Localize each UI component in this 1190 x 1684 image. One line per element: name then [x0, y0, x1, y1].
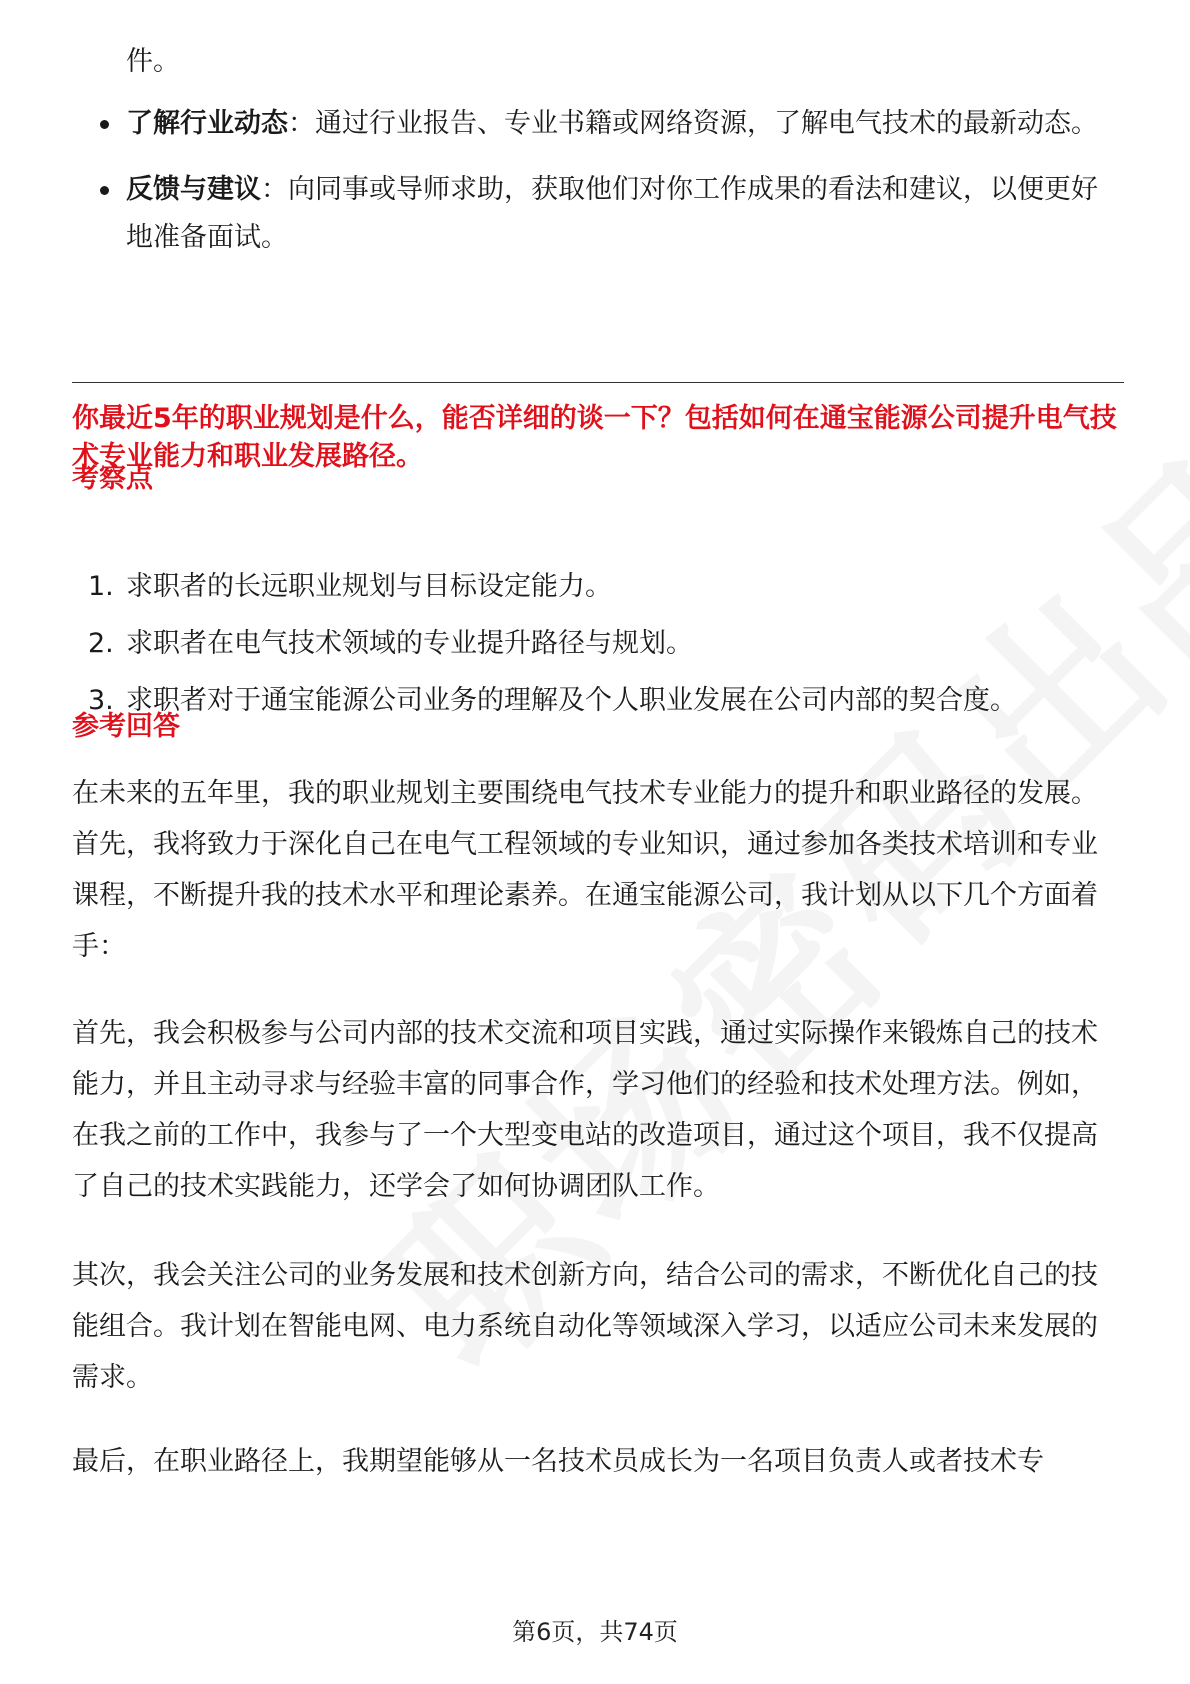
answer-paragraph: 其次，我会关注公司的业务发展和技术创新方向，结合公司的需求，不断优化自己的技能组合。我计划在智能电网、电力系统自动化等领域深入学习，以适应公司未来发展的需求。 [72, 1260, 1098, 1393]
page-number: 第6页，共74页 [512, 1618, 678, 1646]
section-divider [72, 382, 1124, 383]
answer-paragraph: 在未来的五年里，我的职业规划主要围绕电气技术专业能力的提升和职业路径的发展。首先，我将致力于深化自己在电气工程领域的专业知识，通过参加各类技术培训和专业课程，不断提升我的技术水平和理论素养。在通宝能源公司，我计划从以下几个方面着手： [72, 778, 1098, 962]
item-text: 求职者对于通宝能源公司业务的理解及个人职业发展在公司内部的契合度。 [126, 685, 1017, 716]
bullet-title: 了解行业动态 [126, 108, 288, 139]
item-number: 1. [88, 571, 114, 602]
bullet-text: ：向同事或导师求助，获取他们对你工作成果的看法和建议，以便更好地准备面试。 [126, 174, 1098, 253]
list-item [72, 568, 1132, 606]
item-text: 求职者在电气技术领域的专业提升路径与规划。 [126, 628, 693, 659]
points-heading: 考察点 [72, 463, 153, 494]
bullet-title: 反馈与建议 [126, 174, 261, 205]
tips-list [72, 100, 1124, 280]
list-item [72, 682, 1132, 720]
list-item [72, 625, 1132, 663]
list-item [72, 166, 1124, 262]
bullet-text: ：通过行业报告、专业书籍或网络资源，了解电气技术的最新动态。 [288, 108, 1098, 139]
item-number: 3. [88, 685, 114, 716]
answer-heading: 参考回答 [72, 711, 180, 742]
question-heading: 你最近5年的职业规划是什么，能否详细的谈一下？包括如何在通宝能源公司提升电气技术专业能力和职业发展路径。 [72, 403, 1117, 472]
item-text: 求职者的长远职业规划与目标设定能力。 [126, 571, 612, 602]
item-number: 2. [88, 628, 114, 659]
points-list [72, 568, 1132, 739]
list-item [72, 100, 1124, 148]
continued-text: 件。 [126, 46, 180, 77]
answer-paragraph: 最后，在职业路径上，我期望能够从一名技术员成长为一名项目负责人或者技术专 [72, 1446, 1044, 1477]
answer-paragraph: 首先，我会积极参与公司内部的技术交流和项目实践，通过实际操作来锻炼自己的技术能力，并且主动寻求与经验丰富的同事合作，学习他们的经验和技术处理方法。例如，在我之前的工作中，我参与了一个大型变电站的改造项目，通过这个项目，我不仅提高了自己的技术实践能力，还学会了如何协调团队工作。 [72, 1018, 1098, 1202]
